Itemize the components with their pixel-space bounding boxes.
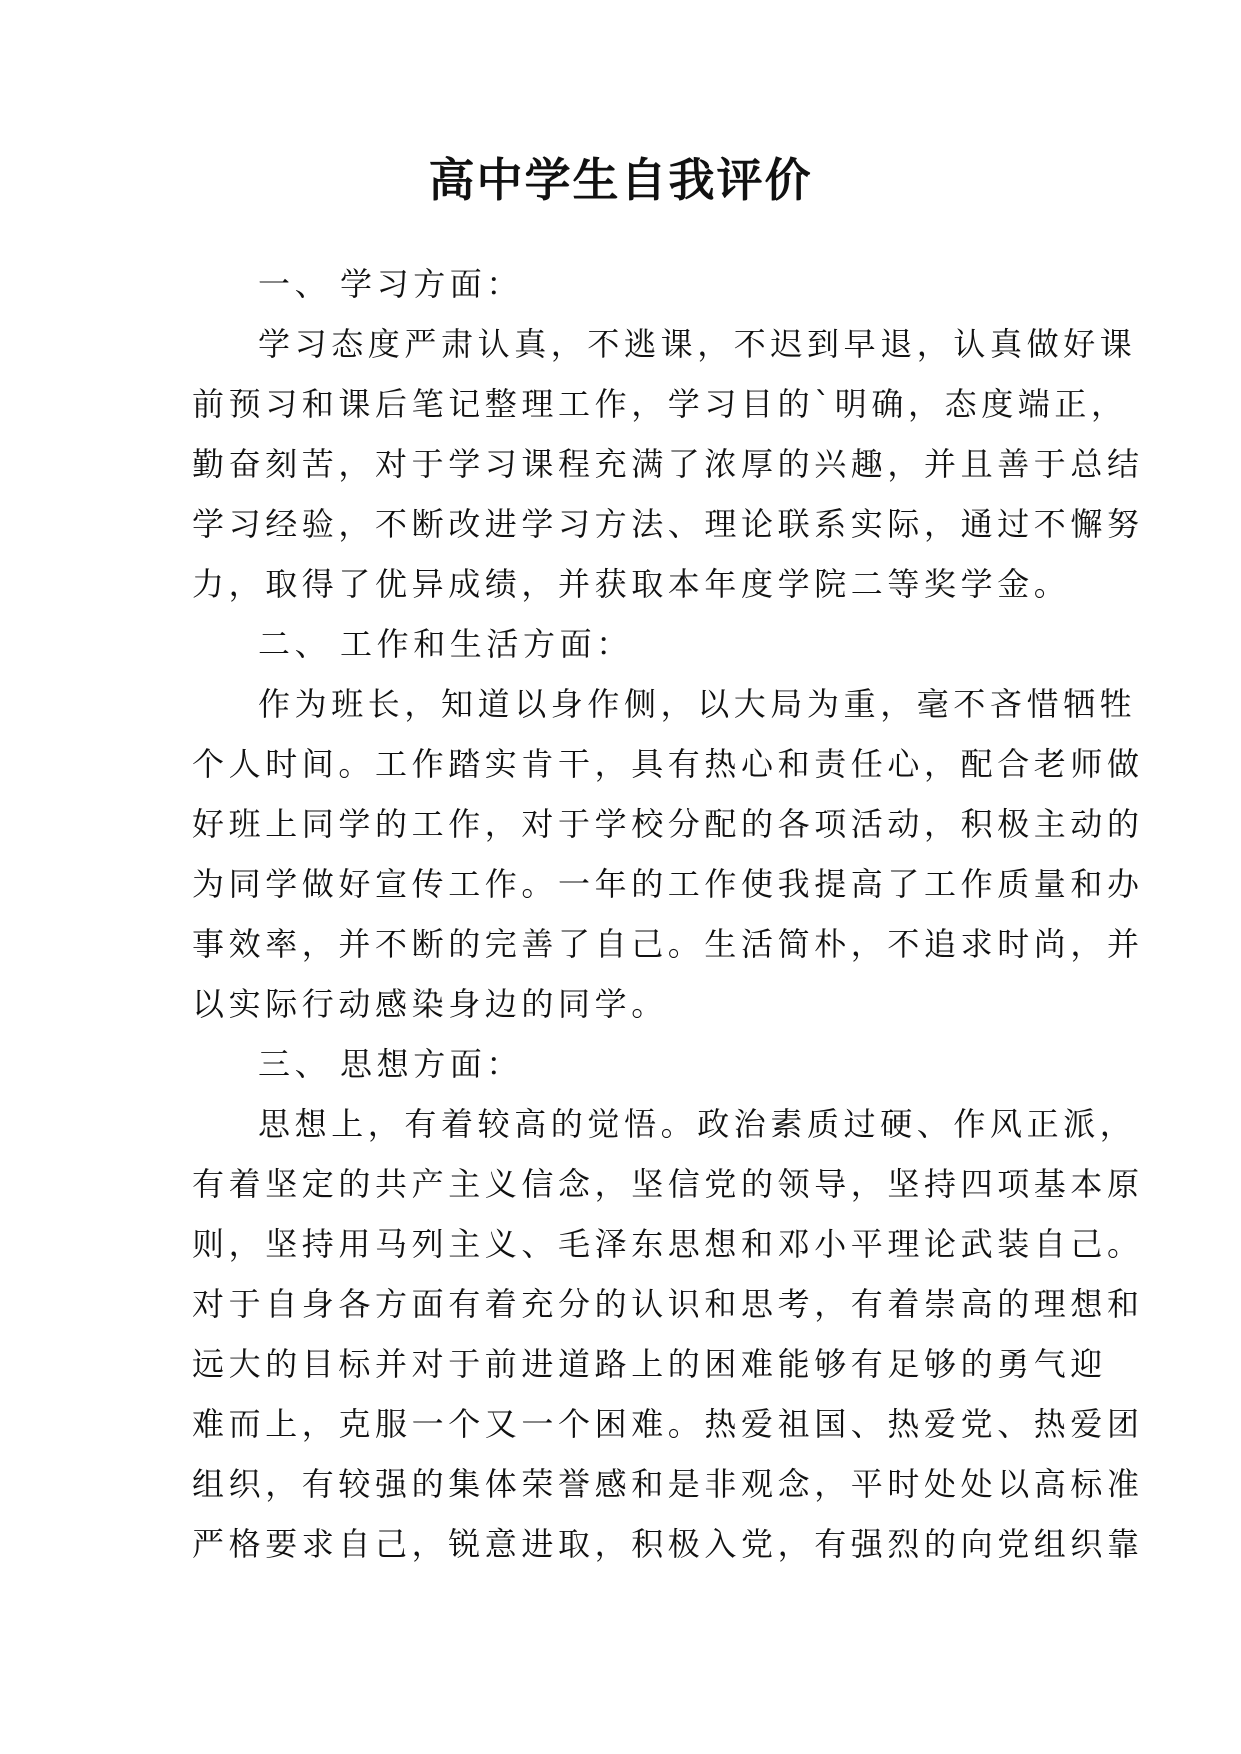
section-heading-thought: [258, 1034, 1158, 1094]
paragraph-line: 作为班长，知道以身作侧，以大局为重，毫不吝惜牺牲: [258, 685, 1137, 723]
paragraph-line: 学习态度严肃认真，不逃课，不迟到早退，认真做好课: [258, 325, 1137, 363]
paragraph-line: 为同学做好宣传工作。一年的工作使我提高了工作质量和办: [192, 865, 1144, 903]
section-number: 三、: [258, 1045, 332, 1083]
section-heading-label: 学习方面：: [340, 265, 524, 303]
paragraph-line: 难而上，克服一个又一个困难。热爱祖国、热爱党、热爱团: [192, 1405, 1144, 1443]
paragraph-line: 事效率，并不断的完善了自己。生活简朴，不追求时尚，并: [192, 925, 1144, 963]
section-number: 二、: [258, 625, 332, 663]
section-heading-label: 思想方面：: [340, 1045, 524, 1083]
paragraph-line: 以实际行动感染身边的同学。: [192, 985, 668, 1023]
section-heading-study: [258, 254, 1158, 314]
paragraph-line: 组织，有较强的集体荣誉感和是非观念，平时处处以高标准: [192, 1465, 1144, 1503]
paragraph-line: 学习经验，不断改进学习方法、理论联系实际，通过不懈努: [192, 505, 1144, 543]
section-heading-label: 工作和生活方面：: [340, 625, 633, 663]
paragraph-line: 好班上同学的工作，对于学校分配的各项活动，积极主动的: [192, 805, 1144, 843]
paragraph-line: 远大的目标并对于前进道路上的困难能够有足够的勇气迎: [192, 1345, 1108, 1383]
paragraph-line: 则，坚持用马列主义、毛泽东思想和邓小平理论武装自己。: [192, 1225, 1144, 1263]
paragraph-line: 个人时间。工作踏实肯干，具有热心和责任心，配合老师做: [192, 745, 1144, 783]
paragraph-line: 勤奋刻苦，对于学习课程充满了浓厚的兴趣，并且善于总结: [192, 445, 1144, 483]
section-number: 一、: [258, 265, 332, 303]
paragraph-line: 严格要求自己，锐意进取，积极入党，有强烈的向党组织靠: [192, 1525, 1144, 1563]
paragraph-line: 对于自身各方面有着充分的认识和思考，有着崇高的理想和: [192, 1285, 1144, 1323]
paragraph-line: 思想上，有着较高的觉悟。政治素质过硬、作风正派，: [258, 1105, 1137, 1143]
paragraph-line: 有着坚定的共产主义信念，坚信党的领导，坚持四项基本原: [192, 1165, 1144, 1203]
paragraph-line: 力，取得了优异成绩，并获取本年度学院二等奖学金。: [192, 565, 1071, 603]
paragraph-line: 前预习和课后笔记整理工作，学习目的`明确，态度端正，: [192, 385, 1128, 423]
document-title: 高中学生自我评价: [428, 153, 813, 207]
section-heading-work-life: [258, 614, 1158, 674]
